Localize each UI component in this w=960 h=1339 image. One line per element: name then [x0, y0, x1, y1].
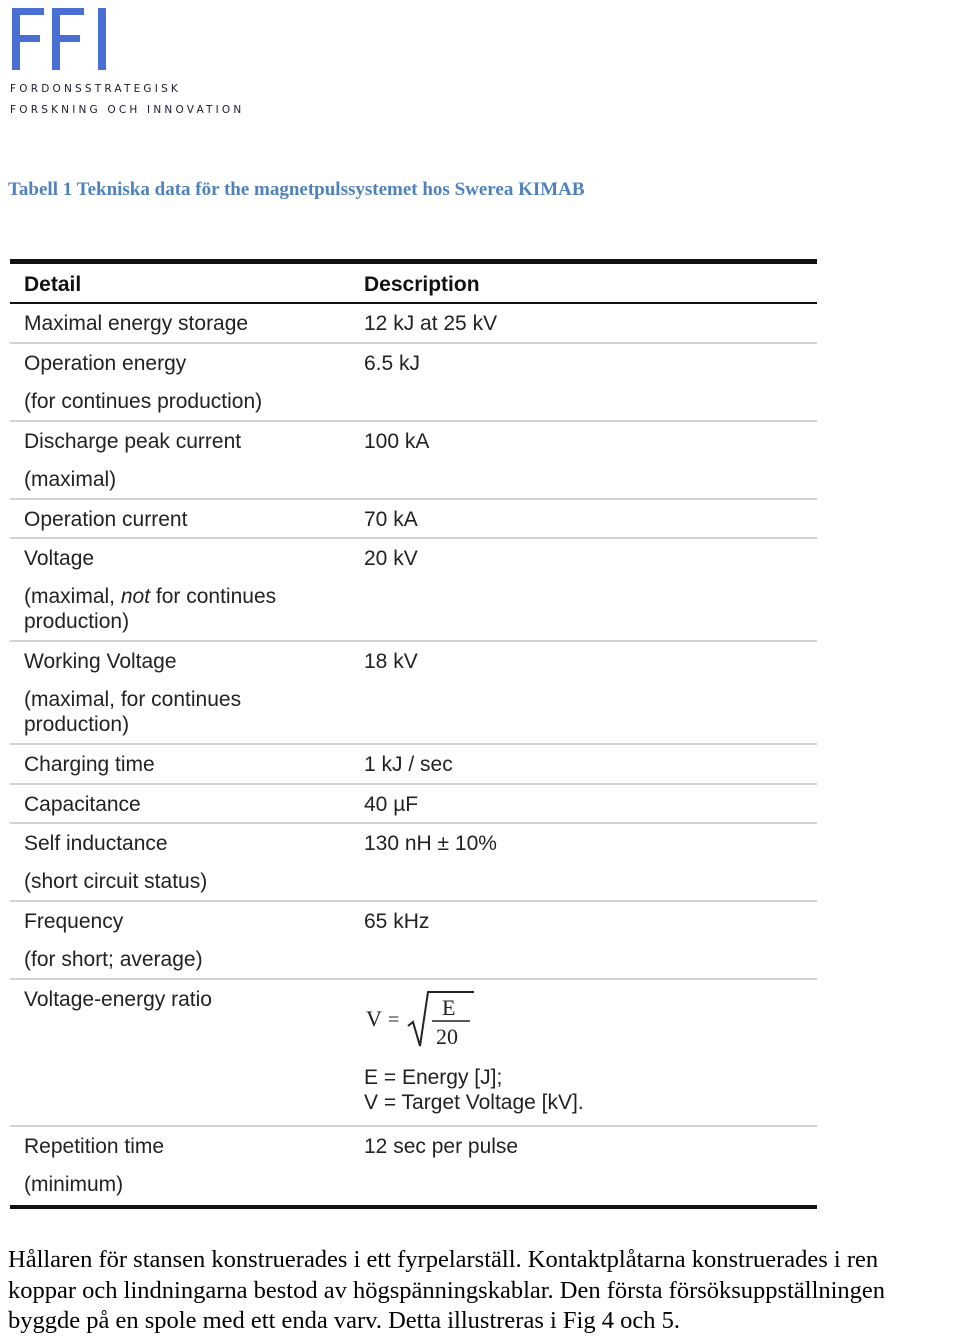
description-cell: 20 kV — [364, 547, 418, 570]
table-caption: Tabell 1 Tekniska data för the magnetpulssystemet hos Swerea KIMAB — [8, 179, 585, 200]
table-row — [10, 422, 817, 500]
detail-cell — [24, 1134, 344, 1197]
detail-cell — [24, 649, 344, 737]
table-row — [10, 1127, 817, 1209]
detail-cell — [24, 909, 344, 972]
technical-data-table — [10, 259, 817, 1209]
table-row — [10, 539, 817, 642]
formula-denominator: 20 — [436, 1024, 458, 1049]
detail-sub: (minimum) — [24, 1173, 124, 1196]
detail-cell: Voltage-energy ratio — [24, 988, 212, 1011]
detail-sub — [24, 584, 344, 634]
table-row — [10, 642, 817, 745]
detail-main: Working Voltage — [24, 650, 177, 673]
table-row — [10, 500, 817, 540]
detail-cell: Maximal energy storage — [24, 312, 249, 335]
table-row — [10, 745, 817, 785]
detail-cell — [24, 831, 344, 894]
formula-legend — [364, 1065, 584, 1115]
voltage-energy-formula — [364, 988, 484, 1058]
detail-main: Self inductance — [24, 832, 168, 855]
description-cell: 100 kA — [364, 429, 430, 453]
paragraph-line: koppar och lindningarna bestod av högspänningskablar. Den första försöksuppställningen — [8, 1276, 886, 1304]
detail-main: Frequency — [24, 910, 124, 933]
header-description: Description — [364, 273, 480, 296]
detail-sub: (maximal) — [24, 467, 117, 491]
description-cell: 65 kHz — [364, 910, 430, 933]
description-cell: 12 kJ at 25 kV — [364, 312, 498, 335]
detail-sub-part-a: (maximal, — [24, 585, 121, 608]
description-cell: 6.5 kJ — [364, 351, 421, 375]
detail-cell — [24, 429, 344, 492]
detail-sub: (for continues production) — [24, 389, 263, 413]
detail-sub: (maximal, for continues production) — [24, 688, 242, 736]
body-paragraph — [8, 1245, 960, 1337]
table-row — [10, 785, 817, 825]
table-header-row — [10, 264, 817, 304]
description-cell: 130 nH ± 10% — [364, 832, 497, 855]
detail-sub-emphasis: not — [120, 585, 151, 608]
table-row — [10, 980, 817, 1127]
table-row — [10, 304, 817, 344]
detail-main: Voltage — [24, 547, 95, 570]
description-cell: 1 kJ / sec — [364, 753, 453, 776]
detail-cell — [24, 546, 344, 634]
detail-sub: (short circuit status) — [24, 870, 208, 893]
table-row — [10, 902, 817, 980]
table-row — [10, 344, 817, 422]
logo-text-line-2: FORSKNING OCH INNOVATION — [10, 104, 245, 116]
detail-cell — [24, 351, 344, 414]
header-detail: Detail — [24, 273, 82, 296]
detail-cell: Charging time — [24, 753, 155, 776]
legend-voltage: V = Target Voltage [kV]. — [364, 1091, 584, 1114]
detail-cell: Capacitance — [24, 792, 141, 816]
formula-equals: = — [388, 1009, 400, 1031]
paragraph-line: Hållaren för stansen konstruerades i ett fyrpelarställ. Kontaktplåtarna konstruerades i ren — [8, 1246, 879, 1273]
description-cell: 18 kV — [364, 650, 418, 673]
table-row — [10, 824, 817, 902]
logo-text-line-1: FORDONSSTRATEGISK — [10, 83, 182, 95]
formula-lhs: V — [366, 1006, 382, 1031]
paragraph-line: byggde på en spole med ett enda varv. Detta illustreras i Fig 4 och 5. — [8, 1307, 680, 1334]
detail-sub-part-b: for continues production) — [24, 585, 277, 633]
detail-cell: Operation current — [24, 507, 188, 531]
detail-sub: (for short; average) — [24, 948, 203, 971]
detail-main: Repetition time — [24, 1135, 165, 1158]
description-cell: 70 kA — [364, 507, 418, 531]
detail-main: Operation energy — [24, 351, 187, 375]
ffi-logo-mark — [10, 4, 110, 70]
legend-energy: E = Energy [J]; — [364, 1066, 503, 1089]
description-cell: 12 sec per pulse — [364, 1135, 519, 1158]
formula-numerator: E — [442, 995, 456, 1020]
detail-main: Discharge peak current — [24, 429, 242, 453]
description-cell: 40 µF — [364, 792, 419, 816]
